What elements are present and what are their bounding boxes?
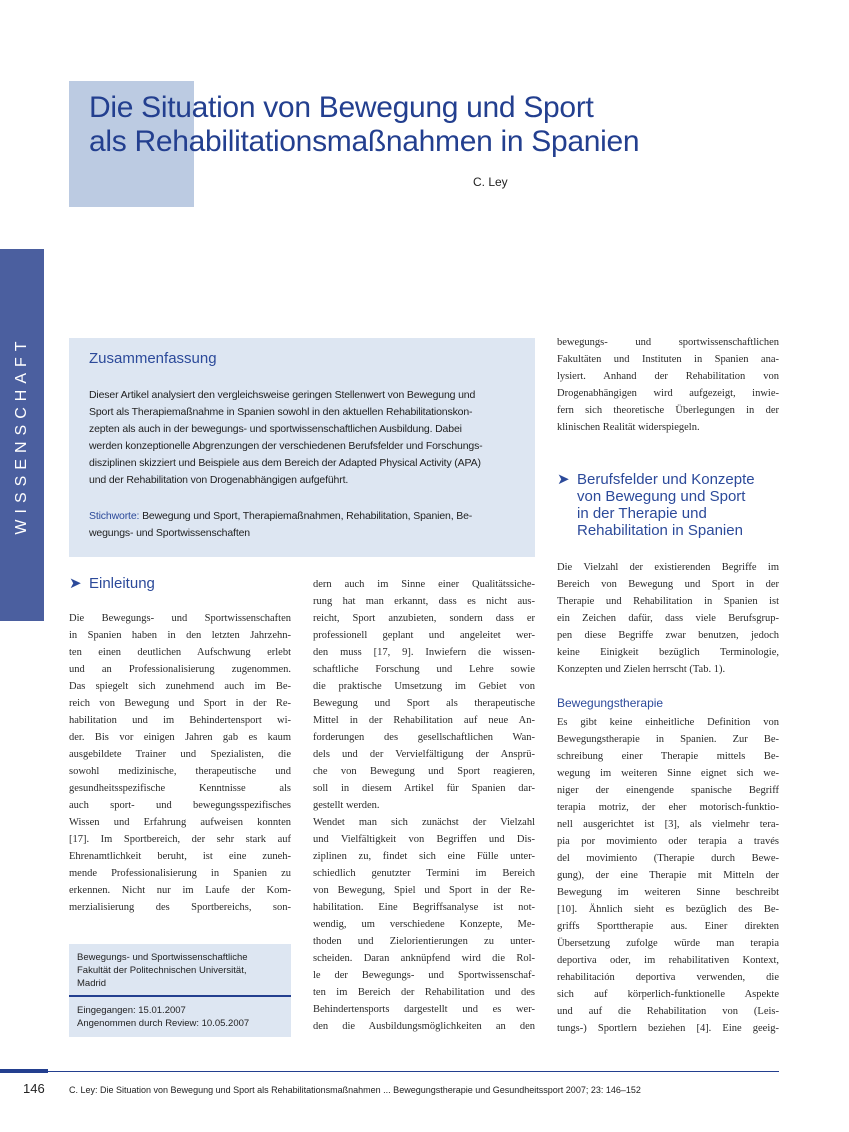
section-title-line: Rehabilitation in Spanien: [577, 522, 743, 539]
section-title-line: in der Therapie und: [577, 505, 707, 522]
arrow-icon: ➤: [557, 471, 570, 488]
affiliation-box: [69, 944, 291, 1037]
text-line: Wissen und Erfahrung aufweisen konnten: [69, 817, 291, 828]
keywords-line: [89, 508, 515, 525]
affiliation-line: Bewegungs- und Sportwissenschaftliche: [77, 952, 248, 963]
text-line: che von Bewegung und Sport reagieren,: [313, 766, 535, 777]
footer-citation: C. Ley: Die Situation von Bewegung und Sport als Rehabilitationsmaßnahmen ... Bewegungstherapie und Gesundheitssport 2007; 23: 146–152: [69, 1085, 641, 1095]
abstract-line: zepten als auch in der bewegungs- und sportwissenschaftlichen Ausbildung. Dabei: [89, 423, 462, 435]
text-line: Fakultäten und Instituten in Spanien ana-: [557, 354, 779, 365]
text-line: nell ausgerichtet ist [3], als vielmehr tera-: [557, 819, 779, 830]
subsection-heading-bewegungstherapie: Bewegungstherapie: [557, 696, 664, 710]
side-tab-label: WISSENSCHAFT: [13, 335, 30, 535]
text-line: tungs-) Sportlern beziehen [4]. Eine geeig-: [557, 1023, 779, 1034]
text-line: [10]. Ähnlich sieht es bezüglich des Be-: [557, 904, 779, 915]
affiliation-line: Madrid: [77, 978, 107, 989]
text-line: griffs Sporttherapie aus. Einer direkten: [557, 921, 779, 932]
text-line: schreibung einer Therapie mittels Be-: [557, 751, 779, 762]
affiliation-divider: [69, 995, 291, 997]
text-line: die praktische Umsetzung im Gebiet von: [313, 681, 535, 692]
text-line: thoden und Zielorientierungen zu unter-: [313, 936, 535, 947]
text-line: wegung im weiteren Sinne eignet sich we-: [557, 768, 779, 779]
text-line: Bewegungstherapie in Spanien. Zur Be-: [557, 734, 779, 745]
text-line: Die Bewegungs- und Sportwissenschaften: [69, 613, 291, 624]
text-line: ausgebildete Trainer und Spezialisten, die: [69, 749, 291, 760]
footer-accent: [0, 1069, 48, 1073]
text-line: sich auf körperlich-funktionelle Aspekte: [557, 989, 779, 1000]
text-line: gung), der eine Therapie mit Mitteln der: [557, 870, 779, 881]
text-line: erkennen. Nicht nur im Laufe der Kom-: [69, 885, 291, 896]
keywords: [89, 508, 515, 542]
abstract-box: [69, 338, 535, 557]
text-line: Bereich von Bewegung und Sport in der: [557, 579, 779, 590]
text-line: Behindertensports dargestellt und es wer-: [313, 1004, 535, 1015]
text-line: sowohl medizinische, therapeutische und: [69, 766, 291, 777]
column-2-text: [313, 576, 535, 1035]
text-line: pen diese Begriffe zwar benutzen, jedoch: [557, 630, 779, 641]
text-line: und an Professionalisierung zugenommen.: [69, 664, 291, 675]
text-line: Das spiegelt sich zunehmend auch im Be-: [69, 681, 291, 692]
text-line: lysiert. Anhand der Rehabilitation von: [557, 371, 779, 382]
text-line: ein Zeichen dafür, dass viele Berufsgrup-: [557, 613, 779, 624]
text-line: del movimiento (Therapie durch Bewe-: [557, 853, 779, 864]
text-line: Mittel in der Rehabilitation auf neue An-: [313, 715, 535, 726]
text-line: terapia motriz, der eher motorisch-funktio-: [557, 802, 779, 813]
text-line: Wendet man sich zunächst der Vielzahl: [313, 817, 535, 828]
title-line: als Rehabilitationsmaßnahmen in Spanien: [89, 125, 640, 158]
keywords-label: Stichworte:: [89, 510, 140, 522]
text-line: scheiden. Daran anknüpfend wird die Rol-: [313, 953, 535, 964]
abstract-line: Dieser Artikel analysiert den vergleichsweise geringen Stellenwert von Bewegung und: [89, 389, 476, 401]
text-line: und Vielfältigkeit von Begriffen und Dis-: [313, 834, 535, 845]
text-line: fern sich theoretische Überlegungen in der: [557, 405, 779, 416]
text-line: der. Bis vor einigen Jahren gab es kaum: [69, 732, 291, 743]
text-line: niger der einengende spanische Begriff: [557, 785, 779, 796]
text-line: ten einen deutlichen Aufschwung erlebt: [69, 647, 291, 658]
text-line: forderungen des gesellschaftlichen Wan-: [313, 732, 535, 743]
received-date: Eingegangen: 15.01.2007: [77, 1005, 186, 1016]
abstract-line: werden konzeptionelle Abgrenzungen der verschiedenen Berufsfelder und Forschungs-: [89, 440, 483, 452]
text-line: reicht, Sport anzubieten, sondern dass er: [313, 613, 535, 624]
text-line: auch sport- und bewegungsspezifisches: [69, 800, 291, 811]
text-line: schaftliche Forschung und Lehre sowie: [313, 664, 535, 675]
abstract-line: Sport als Therapiemaßnahme in Spanien sowohl in den aktuellen Rehabilitationskon-: [89, 406, 473, 418]
text-line: dern auch im Sinne einer Qualitätssiche-: [313, 579, 535, 590]
text-line: Übersetzung zufolge würde man terapia: [557, 938, 779, 949]
text-line: habilitation. Eine Begriffsanalyse ist not-: [313, 902, 535, 913]
text-line: Die Vielzahl der existierenden Begriffe im: [557, 562, 779, 573]
text-line: den die Ausbildungsmöglichkeiten an den: [313, 1021, 535, 1032]
text-line: schiedlich genutzter Termini im Bereich: [313, 868, 535, 879]
text-line: mende Professionalisierung in Spanien zu: [69, 868, 291, 879]
title-line: Die Situation von Bewegung und Sport: [89, 91, 594, 124]
text-line: rehabilitación deportiva verwenden, die: [557, 972, 779, 983]
abstract-heading: Zusammenfassung: [89, 350, 217, 367]
text-line: und auf die Rehabilitation von (Leis-: [557, 1006, 779, 1017]
text-line: Bewegung im weiteren Sinne beschreibt: [557, 887, 779, 898]
text-line: deportiva oder, im rehabilitativen Kontext,: [557, 955, 779, 966]
affiliation-dates: [77, 1004, 249, 1030]
column-3-middle-text: [557, 559, 779, 678]
text-line: reich von Bewegung und Sport in der Re-: [69, 698, 291, 709]
text-line: soll in diesem Artikel für Spanien dar-: [313, 783, 535, 794]
arrow-icon: ➤: [69, 575, 82, 592]
text-line: bewegungs- und sportwissenschaftlichen: [557, 337, 779, 348]
text-line: rung hat man erkannt, dass es nicht aus-: [313, 596, 535, 607]
abstract-text: [89, 387, 515, 489]
text-line: gestellt werden.: [313, 800, 380, 811]
text-line: merzialisierung des Sportbereichs, son-: [69, 902, 291, 913]
text-line: habilitation und im Behindertensport wi-: [69, 715, 291, 726]
text-line: Drogenabhängigen wird aufgezeigt, inwie-: [557, 388, 779, 399]
text-line: pia por movimiento oder terapia a través: [557, 836, 779, 847]
section-heading-berufsfelder: [557, 471, 755, 539]
text-line: [17]. Im Sportbereich, der sehr stark auf: [69, 834, 291, 845]
accepted-date: Angenommen durch Review: 10.05.2007: [77, 1018, 250, 1029]
text-line: professionell geplant und angeleitet wer-: [313, 630, 535, 641]
text-line: Ehrenamtlichkeit beruht, ist eine zuneh-: [69, 851, 291, 862]
column-3-bottom-text: [557, 714, 779, 1037]
column-1-text: [69, 610, 291, 916]
text-line: wendig, um verschiedene Konzepte, Me-: [313, 919, 535, 930]
affiliation-institution: [77, 951, 248, 990]
section-title: Einleitung: [89, 575, 155, 592]
text-line: klinischen Realität widerspiegeln.: [557, 422, 700, 433]
abstract-line: disziplinen skizziert und Beispiele aus dem Bereich der Adapted Physical Activity (APA): [89, 457, 481, 469]
text-line: Es gibt keine einheitliche Definition von: [557, 717, 779, 728]
column-3-top-text: [557, 334, 779, 436]
keywords-line: wegungs- und Sportwissenschaften: [89, 527, 250, 539]
text-line: Bewegung und Sport als therapeutische: [313, 698, 535, 709]
section-heading-einleitung: [69, 575, 155, 592]
text-line: von Bewegung, Spiel und Sport in der Re-: [313, 885, 535, 896]
text-line: ziplinen zu, findet sich eine Fülle unter-: [313, 851, 535, 862]
text-line: in Spanien haben in den letzten Jahrzehn-: [69, 630, 291, 641]
text-line: gesundheitsspezifische Kenntnisse als: [69, 783, 291, 794]
keywords-text: Bewegung und Sport, Therapiemaßnahmen, Rehabilitation, Spanien, Be-: [139, 510, 473, 522]
text-line: keine Einigkeit bezüglich Terminologie,: [557, 647, 779, 658]
text-line: ten im Bereich der Rehabilitation und des: [313, 987, 535, 998]
page-number: 146: [23, 1081, 45, 1096]
article-title: [89, 91, 789, 159]
section-title-line: von Bewegung und Sport: [577, 488, 746, 505]
text-line: dels und der Vervielfältigung der Ansprü-: [313, 749, 535, 760]
text-line: Therapie und Rehabilitation in Spanien ist: [557, 596, 779, 607]
text-line: le der Bewegungs- und Sportwissenschaf-: [313, 970, 535, 981]
author: C. Ley: [473, 175, 508, 189]
affiliation-line: Fakultät der Politechnischen Universität,: [77, 965, 247, 976]
text-line: den muss [17, 9]. Inwiefern die wissen-: [313, 647, 535, 658]
section-title-line: Berufsfelder und Konzepte: [577, 471, 755, 488]
footer-rule: [48, 1071, 779, 1072]
abstract-line: und der Rehabilitation von Drogenabhängigen aufgeführt.: [89, 474, 349, 486]
text-line: Konzepten und Zielen herrscht (Tab. 1).: [557, 664, 726, 675]
